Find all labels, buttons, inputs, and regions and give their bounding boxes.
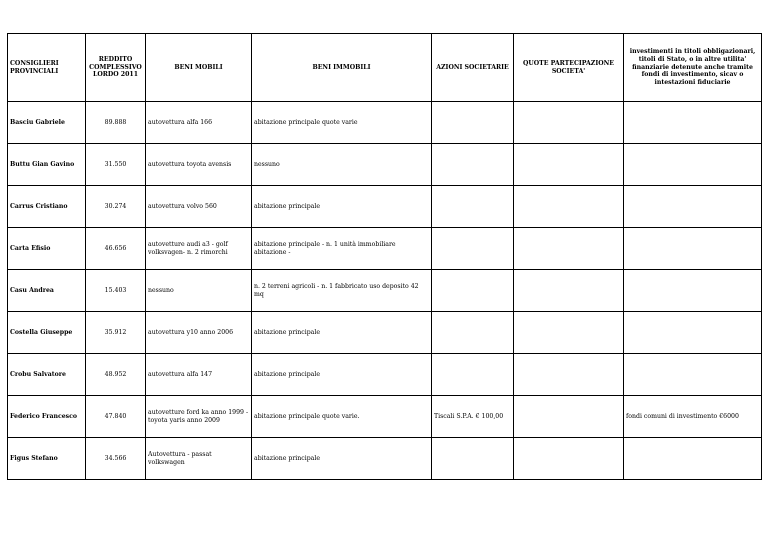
table-row bbox=[8, 228, 762, 270]
reddito-cell: 30.274 bbox=[86, 186, 146, 228]
table-body bbox=[8, 102, 762, 480]
beni-mobili-cell: autovetture audi a3 - golf volksvagen- n. 2 rimorchi bbox=[146, 228, 252, 270]
azioni-cell bbox=[432, 102, 514, 144]
reddito-cell: 48.952 bbox=[86, 354, 146, 396]
azioni-cell bbox=[432, 144, 514, 186]
investimenti-cell: fondi comuni di investimento €6000 bbox=[624, 396, 762, 438]
name-cell: Crobu Salvatore bbox=[8, 354, 86, 396]
beni-mobili-cell: nessuno bbox=[146, 270, 252, 312]
quote-cell bbox=[514, 270, 624, 312]
beni-immobili-cell: abitazione principale quote varie. bbox=[252, 396, 432, 438]
beni-mobili-cell: autovettura alfa 166 bbox=[146, 102, 252, 144]
name-cell: Buttu Gian Gavino bbox=[8, 144, 86, 186]
reddito-cell: 46.656 bbox=[86, 228, 146, 270]
reddito-cell: 89.888 bbox=[86, 102, 146, 144]
name-cell: Federico Francesco bbox=[8, 396, 86, 438]
reddito-cell: 15.403 bbox=[86, 270, 146, 312]
investimenti-cell bbox=[624, 312, 762, 354]
beni-mobili-cell: autovettura volvo 560 bbox=[146, 186, 252, 228]
header-beni-mobili: BENI MOBILI bbox=[146, 34, 252, 102]
declarations-table bbox=[7, 33, 762, 480]
table-row bbox=[8, 270, 762, 312]
beni-immobili-cell: abitazione principale bbox=[252, 186, 432, 228]
header-azioni: AZIONI SOCIETARIE bbox=[432, 34, 514, 102]
name-cell: Basciu Gabriele bbox=[8, 102, 86, 144]
table-row bbox=[8, 144, 762, 186]
beni-immobili-cell: nessuno bbox=[252, 144, 432, 186]
beni-immobili-cell: abitazione principale bbox=[252, 312, 432, 354]
header-quote: QUOTE PARTECIPAZIONE SOCIETA' bbox=[514, 34, 624, 102]
table-row bbox=[8, 354, 762, 396]
azioni-cell: Tiscali S.P.A. € 100,00 bbox=[432, 396, 514, 438]
quote-cell bbox=[514, 186, 624, 228]
beni-immobili-cell: abitazione principale bbox=[252, 438, 432, 480]
header-beni-immobili: BENI IMMOBILI bbox=[252, 34, 432, 102]
quote-cell bbox=[514, 312, 624, 354]
azioni-cell bbox=[432, 186, 514, 228]
beni-immobili-cell: abitazione principale quote varie bbox=[252, 102, 432, 144]
azioni-cell bbox=[432, 228, 514, 270]
investimenti-cell bbox=[624, 228, 762, 270]
name-cell: Carta Efisio bbox=[8, 228, 86, 270]
beni-mobili-cell: autovettura toyota avensis bbox=[146, 144, 252, 186]
azioni-cell bbox=[432, 270, 514, 312]
quote-cell bbox=[514, 438, 624, 480]
investimenti-cell bbox=[624, 144, 762, 186]
azioni-cell bbox=[432, 438, 514, 480]
beni-immobili-cell: abitazione principale bbox=[252, 354, 432, 396]
name-cell: Costella Giuseppe bbox=[8, 312, 86, 354]
azioni-cell bbox=[432, 312, 514, 354]
azioni-cell bbox=[432, 354, 514, 396]
beni-immobili-cell: abitazione principale - n. 1 unità immobiliare abitazione - bbox=[252, 228, 432, 270]
reddito-cell: 34.566 bbox=[86, 438, 146, 480]
header-row bbox=[8, 34, 762, 102]
name-cell: Figus Stefano bbox=[8, 438, 86, 480]
beni-mobili-cell: Autovettura - passat volkswagen bbox=[146, 438, 252, 480]
quote-cell bbox=[514, 354, 624, 396]
table-row bbox=[8, 186, 762, 228]
header-reddito: REDDITO COMPLESSIVO LORDO 2011 bbox=[86, 34, 146, 102]
table-row bbox=[8, 438, 762, 480]
investimenti-cell bbox=[624, 186, 762, 228]
beni-mobili-cell: autovettura y10 anno 2006 bbox=[146, 312, 252, 354]
investimenti-cell bbox=[624, 270, 762, 312]
header-consiglieri: CONSIGLIERI PROVINCIALI bbox=[8, 34, 86, 102]
investimenti-cell bbox=[624, 438, 762, 480]
quote-cell bbox=[514, 144, 624, 186]
name-cell: Casu Andrea bbox=[8, 270, 86, 312]
beni-immobili-cell: n. 2 terreni agricoli - n. 1 fabbricato uso deposito 42 mq bbox=[252, 270, 432, 312]
reddito-cell: 31.550 bbox=[86, 144, 146, 186]
quote-cell bbox=[514, 102, 624, 144]
table-row bbox=[8, 312, 762, 354]
reddito-cell: 47.840 bbox=[86, 396, 146, 438]
beni-mobili-cell: autovetture ford ka anno 1999 - toyota yaris anno 2009 bbox=[146, 396, 252, 438]
beni-mobili-cell: autovettura alfa 147 bbox=[146, 354, 252, 396]
name-cell: Carrus Cristiano bbox=[8, 186, 86, 228]
table-row bbox=[8, 396, 762, 438]
investimenti-cell bbox=[624, 354, 762, 396]
investimenti-cell bbox=[624, 102, 762, 144]
quote-cell bbox=[514, 228, 624, 270]
header-investimenti: investimenti in titoli obbligazionari, titoli di Stato, o in altre utilita' finanziarie detenute anche tramite fondi di investimento, sicav o intestazioni fiduciarie bbox=[624, 34, 762, 102]
table-row bbox=[8, 102, 762, 144]
reddito-cell: 35.912 bbox=[86, 312, 146, 354]
quote-cell bbox=[514, 396, 624, 438]
